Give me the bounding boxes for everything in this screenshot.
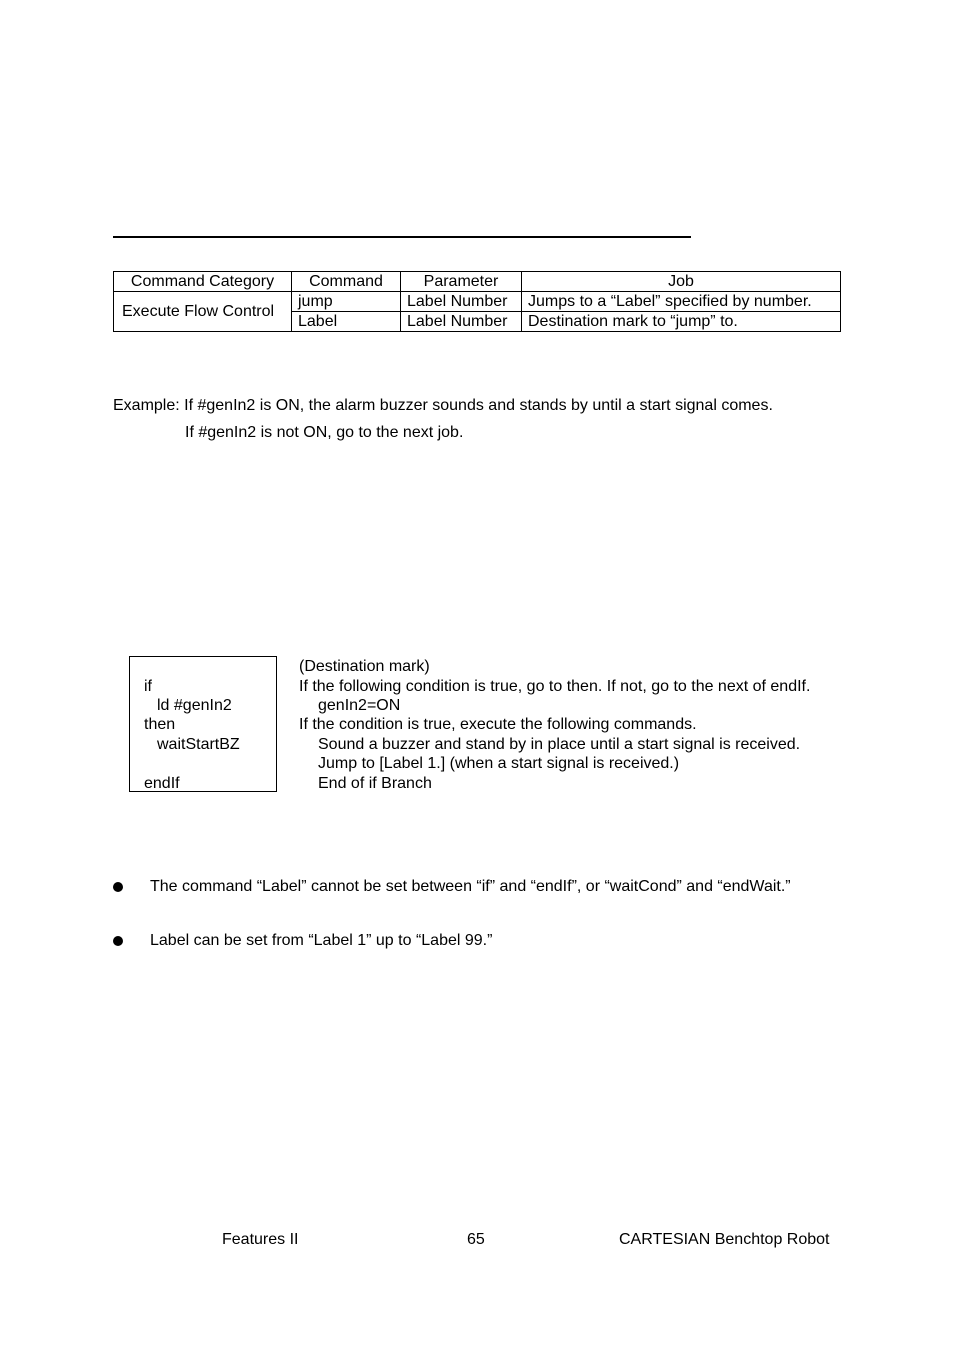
desc-line: genIn2=ON xyxy=(318,697,401,714)
table-header-row xyxy=(114,272,841,292)
command-cell: Label xyxy=(292,312,401,332)
code-line-then: then xyxy=(144,716,176,733)
desc-line: If the following condition is true, go to then. If not, go to the next of endIf. xyxy=(299,678,811,695)
category-cell: Execute Flow Control xyxy=(114,292,292,332)
job-cell: Jumps to a “Label” specified by number. xyxy=(522,292,841,312)
code-line-ld: ld #genIn2 xyxy=(157,697,232,714)
desc-line: End of if Branch xyxy=(318,775,432,792)
bullet-icon xyxy=(113,936,123,946)
header-job: Job xyxy=(522,272,841,292)
section-rule xyxy=(113,236,691,238)
example-text xyxy=(113,392,773,446)
bullet-icon xyxy=(113,882,123,892)
job-cell: Destination mark to “jump” to. xyxy=(522,312,841,332)
note-text: The command “Label” cannot be set between “if” and “endIf”, or “waitCond” and “endWait.” xyxy=(150,878,791,895)
desc-line: Jump to [Label 1.] (when a start signal is received.) xyxy=(318,755,680,772)
example-line-1: Example: If #genIn2 is ON, the alarm buzzer sounds and stands by until a start signal comes. xyxy=(113,397,773,414)
desc-line: If the condition is true, execute the following commands. xyxy=(299,716,697,733)
command-cell: jump xyxy=(292,292,401,312)
header-category: Command Category xyxy=(114,272,292,292)
footer-product: CARTESIAN Benchtop Robot xyxy=(619,1231,830,1248)
parameter-cell: Label Number xyxy=(401,292,522,312)
code-line-endif: endIf xyxy=(144,775,180,792)
code-line-if: if xyxy=(144,678,152,695)
table-row xyxy=(114,292,841,312)
header-parameter: Parameter xyxy=(401,272,522,292)
parameter-cell: Label Number xyxy=(401,312,522,332)
example-line-2: If #genIn2 is not ON, go to the next job. xyxy=(185,424,464,441)
page-number: 65 xyxy=(467,1231,485,1248)
desc-line: (Destination mark) xyxy=(299,658,430,675)
desc-line: Sound a buzzer and stand by in place until a start signal is received. xyxy=(318,736,801,753)
footer-section: Features II xyxy=(222,1231,299,1248)
command-table xyxy=(113,271,841,332)
header-command: Command xyxy=(292,272,401,292)
note-text: Label can be set from “Label 1” up to “Label 99.” xyxy=(150,932,493,949)
code-line-wait: waitStartBZ xyxy=(157,736,240,753)
